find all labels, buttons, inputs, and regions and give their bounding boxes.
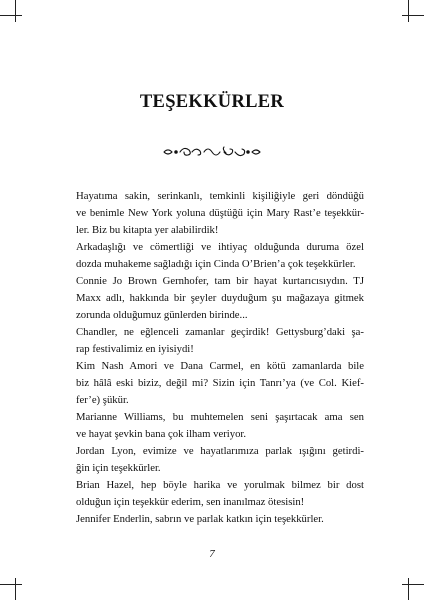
- paragraph: [62, 239, 364, 273]
- crop-mark-top-left-vertical: [15, 0, 16, 22]
- text-line: Hayatıma sakin, serinkanlı, temkinli kişiliğiyle geri döndüğü: [76, 190, 364, 202]
- decorative-scroll-ornament-icon: [162, 144, 262, 160]
- paragraph: [62, 477, 364, 511]
- text-line: ler. Biz bu kitapta yer alabilirdik!: [76, 224, 219, 236]
- paragraph: [62, 511, 364, 528]
- acknowledgements-body: [62, 188, 364, 528]
- text-line: Connie Jo Brown Gernhofer, tam bir hayat kurtarıcısıydın. TJ: [76, 275, 364, 287]
- text-line: zorunda olduğumuz günlerden birinde...: [76, 309, 248, 321]
- text-line: ve benimle New York yoluna düştüğü için Mary Rast’e teşekkür-: [76, 207, 364, 219]
- paragraph: [62, 324, 364, 358]
- text-line: Brian Hazel, hep böyle harika ve yorulmak bilmez bir dost: [76, 479, 364, 491]
- text-line: Arkadaşlığı ve cömertliği ve ihtiyaç olduğunda duruma özel: [76, 241, 364, 253]
- crop-mark-bottom-right-horizontal: [402, 584, 424, 585]
- text-line: ğin için teşekkürler.: [76, 462, 161, 474]
- paragraph: [62, 409, 364, 443]
- crop-mark-top-right-vertical: [408, 0, 409, 22]
- text-line: ve hayat şevkin bana çok ilham veriyor.: [76, 428, 247, 440]
- text-line: olduğun için teşekkür ederim, sen inanılmaz ötesisin!: [76, 496, 305, 508]
- text-line: biz hâlâ eski biziz, değil mi? Sizin için Tanrı’ya (ve Col. Kief-: [76, 377, 364, 389]
- text-line: Maxx adlı, hakkında bir şeyler duyduğum şu mağazaya gitmek: [76, 292, 364, 304]
- text-line: fer’e) şükür.: [76, 394, 129, 406]
- crop-mark-top-left-horizontal: [0, 15, 22, 16]
- paragraph: [62, 443, 364, 477]
- text-line: Kim Nash Amori ve Dana Carmel, en kötü zamanlarda bile: [76, 360, 364, 372]
- text-line: Jennifer Enderlin, sabrın ve parlak katkın için teşekkürler.: [76, 513, 324, 525]
- text-line: dozda muhakeme sağladığı için Cinda O’Brien’a çok teşekkürler.: [76, 258, 356, 270]
- paragraph: [62, 358, 364, 409]
- page-title: TEŞEKKÜRLER: [139, 92, 285, 112]
- paragraph: [62, 273, 364, 324]
- crop-mark-bottom-right-vertical: [408, 578, 409, 600]
- paragraph: [62, 188, 364, 239]
- text-line: Marianne Williams, bu muhtemelen seni şaşırtacak ama sen: [76, 411, 364, 423]
- crop-mark-top-right-horizontal: [402, 15, 424, 16]
- text-line: Jordan Lyon, evimize ve hayatlarımıza parlak ışığını getirdi-: [76, 445, 364, 457]
- page-number: 7: [209, 548, 215, 560]
- text-line: rap festivalimiz en iyisiydi!: [76, 343, 194, 355]
- crop-mark-bottom-left-horizontal: [0, 584, 22, 585]
- text-line: Chandler, ne eğlenceli zamanlar geçirdik! Gettysburg’daki şa-: [76, 326, 364, 338]
- crop-mark-bottom-left-vertical: [15, 578, 16, 600]
